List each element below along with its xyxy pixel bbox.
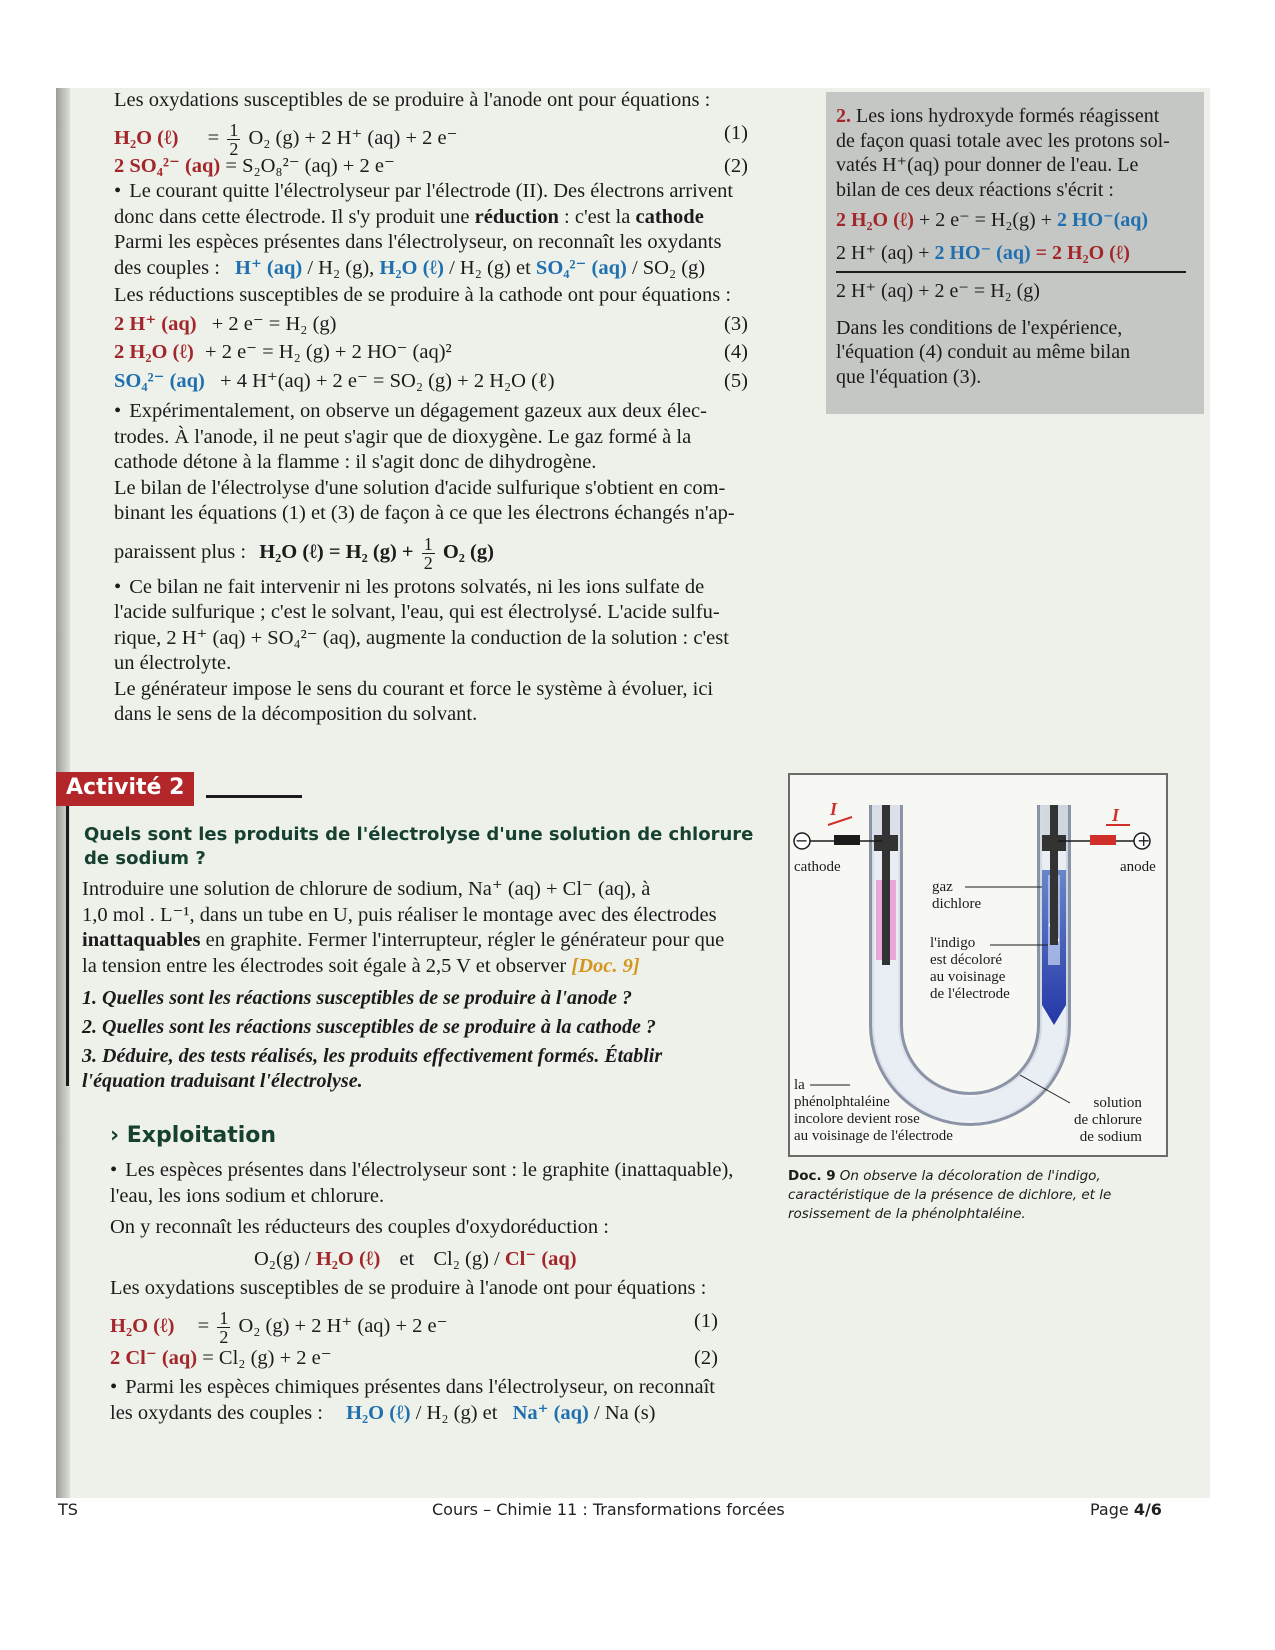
text: O₂(g) / xyxy=(254,1247,311,1270)
label-line: de sodium xyxy=(1079,1129,1142,1145)
question-item: 2. Quelles sont les réactions susceptibles de se produire à la cathode ? xyxy=(82,1016,656,1038)
species: 2 H₂O (ℓ) xyxy=(836,209,914,231)
text-line: vatés H⁺(aq) pour donner de l'eau. Le xyxy=(836,154,1139,176)
anode-electrode xyxy=(1050,805,1058,945)
activity-instructions xyxy=(82,877,782,979)
numerator: 1 xyxy=(219,1307,229,1328)
equation-number: (1) xyxy=(724,121,748,144)
denominator: 2 xyxy=(423,552,433,573)
doc-reference-link[interactable]: [Doc. 9] xyxy=(571,954,640,977)
text-line: l'équation (4) conduit au même bilan xyxy=(836,341,1131,363)
reaction-1 xyxy=(836,208,1194,233)
text-line: Les oxydations susceptibles de se produire à l'anode ont pour équations : xyxy=(114,89,711,111)
label-line: l'indigo xyxy=(930,935,976,951)
species: 2 H₂O (ℓ) xyxy=(114,341,194,363)
reaction-2 xyxy=(836,241,1194,266)
overall-equation: O₂ (g) xyxy=(442,540,494,563)
label-line: phénolphtaléine xyxy=(794,1094,890,1110)
numerator: 1 xyxy=(229,119,239,140)
text-line: l'acide sulfurique ; c'est le solvant, l'eau, qui est électrolysé. L'acide sulfu- xyxy=(114,601,720,623)
equation-number: (4) xyxy=(724,341,748,363)
reducer: Cl⁻ (aq) xyxy=(504,1247,577,1270)
cathode-electrode xyxy=(882,805,890,965)
label-line: la xyxy=(794,1077,805,1093)
text-line: Le bilan de l'électrolyse d'une solution d'acide sulfurique s'obtient en com- xyxy=(114,476,726,499)
text: des couples : xyxy=(114,256,220,279)
text: donc dans cette électrode. Il s'y produit une xyxy=(114,205,475,228)
text-line: Les réductions susceptibles de se produire à la cathode ont pour équations : xyxy=(114,284,732,306)
footer-class: TS xyxy=(58,1500,78,1519)
label-line: de l'électrode xyxy=(930,986,1010,1002)
overall-equation-line xyxy=(114,527,824,573)
label-line: incolore devient rose xyxy=(794,1111,920,1127)
equation-number: (1) xyxy=(694,1309,718,1332)
text: 2 H⁺ (aq) + xyxy=(836,241,930,264)
species: 2 Cl⁻ (aq) xyxy=(110,1346,198,1369)
caption-text: On observe la décoloration de l'indigo, caractéristique de la présence de dichlore, et le rosissement de la phénolphtaléine. xyxy=(788,1168,1112,1222)
equation-5 xyxy=(114,369,824,395)
activity-side-rule xyxy=(66,806,69,1086)
text-line: de façon quasi totale avec les protons sol- xyxy=(836,129,1170,152)
stopper-right xyxy=(1042,835,1066,851)
text-line: que l'équation (3). xyxy=(836,365,982,388)
species: 2 SO₄²⁻ (aq) xyxy=(114,154,221,177)
activity-questions xyxy=(82,986,782,1098)
label-line: dichlore xyxy=(932,896,982,912)
text-line: Introduire une solution de chlorure de sodium, Na⁺ (aq) + Cl⁻ (aq), à xyxy=(82,878,651,900)
text-line xyxy=(82,928,782,954)
equation-number: (2) xyxy=(724,154,748,177)
equation-rest: + 4 H⁺(aq) + 2 e⁻ = SO₂ (g) + 2 H₂O (ℓ) xyxy=(220,369,555,392)
text-line: 1,0 mol . L⁻¹, dans un tube en U, puis réaliser le montage avec des électrodes xyxy=(82,903,717,926)
reducer: H₂O (ℓ) xyxy=(315,1247,381,1270)
fraction xyxy=(227,121,240,158)
current-label-right: I xyxy=(1112,805,1120,825)
plus-sign: + xyxy=(1137,831,1151,850)
bold-word: cathode xyxy=(635,205,704,228)
denominator: 2 xyxy=(229,138,239,159)
text-line: Dans les conditions de l'expérience, xyxy=(836,316,1123,339)
page-footer xyxy=(0,1500,1275,1530)
text-line: Parmi les espèces présentes dans l'électrolyseur, on reconnaît les oxydants xyxy=(114,231,722,253)
text: / H₂ (g) et xyxy=(415,1401,498,1424)
minus-sign: − xyxy=(795,831,809,850)
bullet-line: • Le courant quitte l'électrolyseur par l'électrode (II). Des électrons arrivent xyxy=(114,179,824,205)
text: paraissent plus : xyxy=(114,540,247,563)
reaction-sum: 2 H⁺ (aq) + 2 e⁻ = H₂ (g) xyxy=(836,280,1040,302)
label-line: gaz xyxy=(932,879,953,895)
equation-1 xyxy=(110,1302,830,1347)
equation-rest: = S₂O₈²⁻ (aq) + 2 e⁻ xyxy=(225,154,395,177)
species: 2 H₂O (ℓ) xyxy=(1052,241,1130,264)
text: / H₂ (g) et xyxy=(449,256,531,279)
bullet-line: • Ce bilan ne fait intervenir ni les protons solvatés, ni les ions sulfate de xyxy=(114,575,824,601)
oxidant: Na⁺ (aq) xyxy=(512,1401,589,1424)
clip-left xyxy=(834,835,860,845)
current-label-left: I xyxy=(830,799,838,819)
equation-number: (5) xyxy=(724,369,748,392)
clip-right xyxy=(1090,835,1116,845)
label-line: de chlorure xyxy=(1074,1112,1142,1128)
text: Les ions hydroxyde formés réagissent xyxy=(856,105,1160,127)
main-column xyxy=(114,88,824,728)
note-number: 2. xyxy=(836,105,851,127)
equation-rest: = Cl₂ (g) + 2 e⁻ xyxy=(202,1346,332,1369)
equation-number: (3) xyxy=(724,312,748,335)
text-line: dans le sens de la décomposition du solvant. xyxy=(114,703,478,725)
text: et xyxy=(399,1247,415,1270)
figure-electrolysis xyxy=(788,773,1168,1157)
species: 2 HO⁻(aq) xyxy=(1056,209,1149,231)
text: la tension entre les électrodes soit égale à 2,5 V et observer xyxy=(82,954,572,977)
couples-line xyxy=(114,256,824,282)
text-line: On y reconnaît les réducteurs des couples d'oxydoréduction : xyxy=(110,1216,609,1238)
anode-label: anode xyxy=(1120,859,1156,875)
couples-line xyxy=(110,1247,830,1273)
bullet-line: • Expérimentalement, on observe un dégagement gazeux aux deux élec- xyxy=(114,399,824,425)
species: H₂O (ℓ) xyxy=(110,1314,175,1337)
page-count: 4/6 xyxy=(1133,1500,1162,1519)
equation-rest: + 2 e⁻ = H₂ (g) xyxy=(211,312,337,335)
fraction xyxy=(217,1309,230,1346)
question-line: de sodium ? xyxy=(84,848,206,869)
oxidant: SO₄²⁻ (aq) xyxy=(535,256,627,279)
text-line: cathode détone à la flamme : il s'agit donc de dihydrogène. xyxy=(114,451,597,473)
equals: = xyxy=(207,126,220,149)
bold-word: réduction xyxy=(474,205,559,228)
text-line: l'eau, les ions sodium et chlorure. xyxy=(110,1184,385,1207)
text-line: rique, 2 H⁺ (aq) + SO₄²⁻ (aq), augmente la conduction de la solution : c'est xyxy=(114,626,729,649)
activity-rule xyxy=(206,795,302,798)
caption-doc-number: Doc. 9 xyxy=(788,1168,836,1184)
equation-rest: O₂ (g) + 2 H⁺ (aq) + 2 e⁻ xyxy=(238,1314,448,1337)
equation-number: (2) xyxy=(694,1346,718,1369)
footer-page-number xyxy=(1090,1500,1162,1519)
bullet-line: • Parmi les espèces chimiques présentes dans l'électrolyseur, on reconnaît xyxy=(110,1375,830,1401)
solution-label xyxy=(1074,1095,1142,1146)
text: / H₂ (g), xyxy=(307,256,375,279)
numerator: 1 xyxy=(423,533,433,554)
equation-1 xyxy=(114,114,824,159)
text-line xyxy=(836,104,1194,129)
scanned-page xyxy=(56,88,1210,1498)
indigo-label xyxy=(930,935,1010,1003)
equals: = xyxy=(197,1314,210,1337)
footer-course-title: Cours – Chimie 11 : Transformations forcées xyxy=(432,1500,785,1519)
species: 2 H⁺ (aq) xyxy=(114,312,197,335)
equals: = xyxy=(1035,241,1048,264)
label-line: au voisinage xyxy=(930,969,1006,985)
text: / SO₂ (g) xyxy=(631,256,706,279)
equation-2 xyxy=(110,1346,830,1372)
figure-caption xyxy=(788,1167,1178,1224)
equation-rest: + 2 e⁻ = H₂ (g) + 2 HO⁻ (aq)² xyxy=(205,341,452,363)
species: 2 HO⁻ (aq) xyxy=(934,241,1031,264)
text-line xyxy=(82,954,782,980)
equation-3 xyxy=(114,312,824,338)
species: SO₄²⁻ (aq) xyxy=(114,369,205,392)
text-line: binant les équations (1) et (3) de façon à ce que les électrons échangés n'ap- xyxy=(114,502,735,524)
text: en graphite. Fermer l'interrupteur, régler le générateur pour que xyxy=(200,929,725,951)
phenolphthalein-label xyxy=(794,1077,953,1145)
stopper-left xyxy=(874,835,898,851)
label-line: solution xyxy=(1093,1095,1142,1111)
gas-label xyxy=(932,879,981,913)
bold-word: inattaquables xyxy=(82,929,201,951)
fraction xyxy=(422,535,435,572)
oxidant: H⁺ (aq) xyxy=(235,256,303,279)
text: / Na (s) xyxy=(594,1401,656,1424)
text: Cl₂ (g) / xyxy=(433,1247,500,1270)
question-item: 1. Quelles sont les réactions susceptibles de se produire à l'anode ? xyxy=(82,987,632,1009)
exploitation-heading: › Exploitation xyxy=(110,1123,277,1148)
text-line: Les oxydations susceptibles de se produire à l'anode ont pour équations : xyxy=(110,1277,707,1299)
question-item: l'équation traduisant l'électrolyse. xyxy=(82,1070,363,1092)
equation-4 xyxy=(114,340,824,366)
question-line: Quels sont les produits de l'électrolyse d'une solution de chlorure xyxy=(84,824,754,845)
text-line: Le générateur impose le sens du courant et force le système à évoluer, ici xyxy=(114,677,714,700)
text-line: bilan de ces deux réactions s'écrit : xyxy=(836,178,1114,201)
species: H₂O (ℓ) xyxy=(114,126,179,149)
question-item: 3. Déduire, des tests réalisés, les produits effectivement formés. Établir xyxy=(82,1045,663,1067)
label-line: au voisinage de l'électrode xyxy=(794,1128,953,1144)
text: les oxydants des couples : xyxy=(110,1401,323,1424)
denominator: 2 xyxy=(219,1326,229,1347)
activity-question xyxy=(84,823,784,871)
page-label: Page xyxy=(1090,1500,1134,1519)
overall-equation: H₂O (ℓ) = H₂ (g) + xyxy=(259,540,414,563)
activity-label: Activité 2 xyxy=(56,772,194,806)
bullet-line: • Les espèces présentes dans l'électrolyseur sont : le graphite (inattaquable), xyxy=(110,1158,830,1184)
cathode-label: cathode xyxy=(794,859,841,875)
side-note-box xyxy=(826,92,1204,414)
oxidant: H₂O (ℓ) xyxy=(346,1401,411,1424)
label-line: est décoloré xyxy=(930,952,1003,968)
text-line xyxy=(114,205,824,231)
exploitation-body xyxy=(110,1158,830,1426)
text-line: un électrolyte. xyxy=(114,652,232,674)
equation-rest: O₂ (g) + 2 H⁺ (aq) + 2 e⁻ xyxy=(248,126,458,149)
oxidant: H₂O (ℓ) xyxy=(379,256,444,279)
text: : c'est la xyxy=(558,205,636,228)
sum-rule xyxy=(836,271,1186,273)
equation-2 xyxy=(114,154,824,180)
text-line: trodes. À l'anode, il ne peut s'agir que de dioxygène. Le gaz formé à la xyxy=(114,425,692,448)
text: + 2 e⁻ = H₂(g) + xyxy=(918,209,1052,231)
couples-line xyxy=(110,1401,830,1427)
